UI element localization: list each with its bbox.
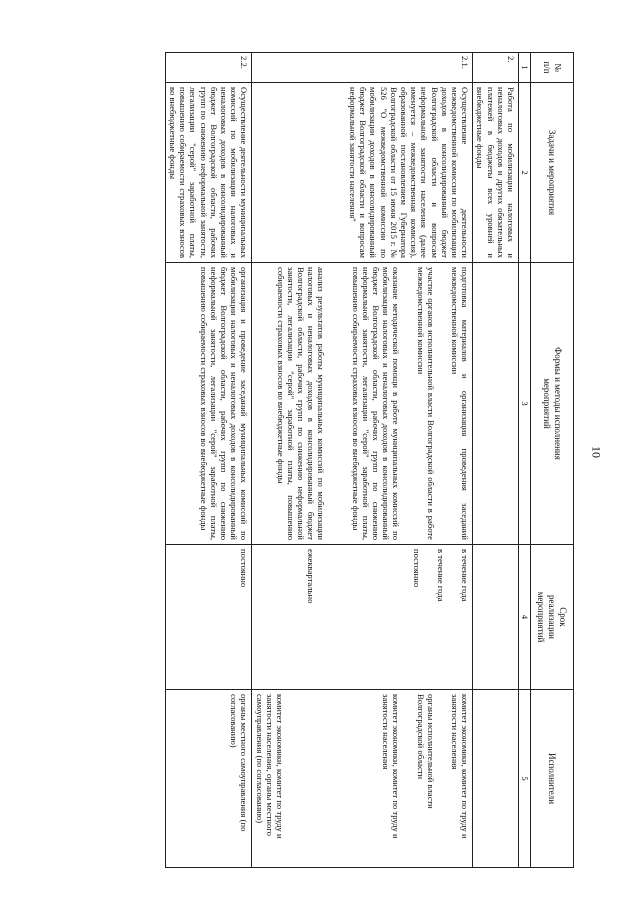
- form-item: анализ результатов работы муниципальных комиссий по мобилизации налоговых и неналоговых доходов в консолидированный бюджет Волгоградской области, рабочих групп по снижению неформальной занятости, легализации "серой" заработной платы, повышению собираемости страховых взносов во внебюджетные фонды: [275, 267, 327, 540]
- table-row: [165, 53, 252, 868]
- term-item: в течение года: [460, 549, 471, 602]
- header-num: № п/п: [531, 53, 574, 83]
- executor-cell: [473, 690, 519, 868]
- header-row: [531, 53, 574, 868]
- column-number: 2: [519, 83, 531, 263]
- executor-item: комитет экономики, комитет по труду и занятости населения: [449, 694, 471, 839]
- executor-item: органы местного самоуправления (по согласованию): [229, 694, 250, 832]
- header-term: Срок реализации мероприятий: [531, 545, 574, 690]
- executor-cell: [252, 690, 473, 868]
- column-number: 5: [519, 690, 531, 868]
- term-cell: [165, 545, 252, 690]
- term-item: в течение года: [435, 549, 446, 602]
- task-cell: Осуществление деятельности муниципальных комиссий по мобилизации налоговых и неналоговых доходов в консолидированный бюджет Волгоградской области, рабочих групп по снижению неформальной занятости, легализации "серой" заработной платы, повышению собираемости страховых взносов во внебюджетные фонды: [165, 83, 252, 263]
- form-item: участие органов исполнительной власти Волгоградской области в работе межведомственной комиссии: [415, 267, 436, 540]
- column-number: 4: [519, 545, 531, 690]
- column-number: 3: [519, 263, 531, 545]
- forms-cell: [252, 263, 473, 545]
- table-row: [473, 53, 519, 868]
- row-number: 2.1.: [252, 53, 473, 83]
- measures-table: [165, 52, 574, 868]
- term-cell: [252, 545, 473, 690]
- term-cell: [473, 545, 519, 690]
- column-number: 1: [519, 53, 531, 83]
- executor-cell: [165, 690, 252, 868]
- row-number: 2.: [473, 53, 519, 83]
- form-item: оказание методической помощи в работе муниципальных комиссий по мобилизации налоговых и неналоговых доходов в консолидированный бюджет Волгоградской области, рабочих групп по снижению неформальной занятости, легализации "серой" заработной платы, повышению собираемости страховых взносов во внебюджетные фонды: [350, 267, 402, 540]
- term-item: ежеквартально: [305, 549, 316, 604]
- executor-item: комитет экономики, комитет по труду и занятости населения: [381, 694, 402, 839]
- term-item: постоянно: [239, 549, 250, 588]
- column-number-row: [519, 53, 531, 868]
- page-number: 10: [589, 446, 604, 458]
- term-item: постоянно: [411, 549, 422, 588]
- executor-item: комитет экономики, комитет по труду и занятости населения, органы местного самоуправления (по согласованию): [254, 694, 285, 839]
- header-forms: Формы и методы исполнения мероприятий: [531, 263, 574, 545]
- landscape-sheet: [74, 52, 574, 867]
- table-row: [252, 53, 473, 868]
- executor-item: органы исполнительной власти Волгоградской области: [415, 694, 436, 809]
- form-item: организация и проведение заседаний муниципальных комиссий по мобилизации налоговых и неналоговых доходов в консолидированный бюджет Волгоградской области, рабочих групп по снижению неформальной занятости, легализации "серой" заработной платы, повышению собираемости страховых взносов во внебюджетные фонды: [198, 267, 250, 540]
- task-cell: Осуществление деятельности межведомственной комиссии по мобилизации доходов в консолидированный бюджет Волгоградской области и вопросам неформальной занятости населения (далее именуется – межведомственная комиссия), образованной постановлением Губернатора Волгоградской области от 15 июня 2015 г. № 526 "О межведомственной комиссии по мобилизации доходов в консолидированный бюджет Волгоградской области и вопросам неформальной занятости населения": [252, 83, 473, 263]
- task-cell: Работа по мобилизации налоговых и неналоговых доходов и других обязательных платежей в бюджеты всех уровней и внебюджетные фонды: [473, 83, 519, 263]
- header-executors: Исполнители: [531, 690, 574, 868]
- forms-cell: [165, 263, 252, 545]
- form-item: подготовка материалов и организация проведения заседаний межведомственной комиссии: [449, 267, 471, 540]
- forms-cell: [473, 263, 519, 545]
- header-tasks: Задачи и мероприятия: [531, 83, 574, 263]
- row-number: 2.2.: [165, 53, 252, 83]
